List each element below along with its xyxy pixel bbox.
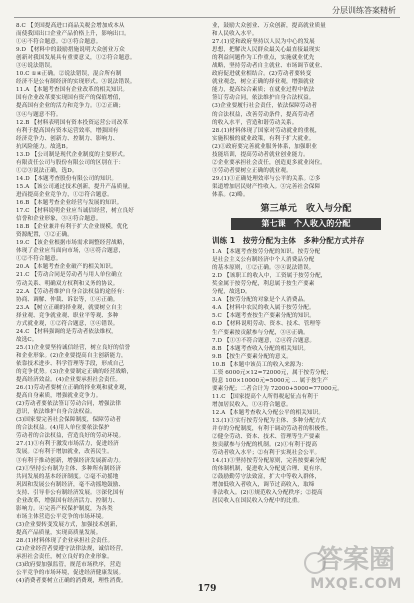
text-line: 20.A 【本题考查企业破产的相关知识。: [16, 264, 117, 271]
text-line: 而使我国出口企业产品价格上升，影响出口。: [16, 31, 130, 38]
text-line: 股息 100×10000元=5000元 … 属于按生产: [212, 377, 329, 384]
text-line: 9.D 【材料中的鼓励措施说明大众创业万众: [16, 47, 125, 54]
text-line: 劳动关系、明确双方权利和义务的协议。: [16, 280, 119, 287]
text-line: (3)国家要完善社会保障制度，保障劳动者: [16, 417, 122, 424]
text-line: 的利益问题作为工作重点，实施就业优先: [212, 55, 315, 62]
text-line: 14.D 【本题考查股份有限公司的知识。: [16, 175, 118, 182]
text-line: 择业观、竞争就业观、职业平等观、多种: [16, 312, 119, 319]
text-line: 劳动者收入水平；②有利于实现社会公平。: [212, 450, 321, 457]
text-line: 的合法权益。(4)用人单位要依法保护: [16, 425, 110, 432]
text-line: 要素分配；二者合计为 72000+5000=77000元。: [212, 385, 344, 392]
text-line: (2)劳动者要依法签订劳动合同，增强法律: [16, 401, 122, 408]
text-line: 28.(1)材料体现了企业承担社会责任。: [16, 538, 114, 544]
text-line: 11.C 【国家提高个人所得税起征点有利于: [212, 393, 319, 400]
watermark-answer-text: 答案圈: [316, 545, 395, 575]
text-line: 22.A 【劳动者维护自身合法权益的途径有：: [16, 288, 129, 295]
text-line: (4)消费者要树立正确的消费观，理性消费。: [16, 578, 127, 585]
text-line: 支持、引导非公有制经济发展。③深化国有: [16, 489, 125, 496]
text-line: 协商、调解、仲裁、诉讼等，①④正确。: [16, 296, 119, 303]
text-line: 信誉和企业形象，③④符合题意。: [16, 216, 102, 223]
text-line: (2)①坚持公有制为主体、多种所有制经济: [16, 465, 122, 472]
text-line: 提高经济效益。(4)企业要承担社会责任。: [16, 377, 122, 384]
text-line: 意识，依法维护自身合法权益。: [16, 409, 96, 416]
text-line: 工资 6000元×12=72000元，属于按劳分配；: [212, 369, 333, 376]
text-line: 24.C 【材料强调的是劳动者依法维权，: [16, 328, 117, 335]
text-line: 10.B 【本题中该员工的收入来源为：: [212, 361, 307, 368]
text-line: 创新对我国发展具有重要意义，①②符合题意。: [16, 55, 136, 62]
watermark: [300, 546, 412, 600]
text-line: 提高国有企业的活力和竞争力。①②正确；: [16, 103, 125, 110]
text-line: 18.B 【企业兼并有利于扩大企业规模，优化: [16, 224, 129, 231]
text-line: 经济不是公有制经济的实现形式。③说法错误。: [16, 79, 136, 86]
header-rule: [14, 17, 400, 18]
text-line: (2)企业经营者要遵守法律法规，诚信经营，: [16, 546, 127, 553]
text-line: 技能培训，提高劳动者就业创业能力。: [212, 151, 309, 158]
text-line: 1.A 【本题考查按劳分配的知识。按劳分配: [212, 249, 321, 256]
text-line: 3.A 【按劳分配的对象是个人消费品。: [212, 297, 309, 304]
watermark-site-text: MXQE.COM: [310, 576, 402, 592]
unit-title: 第三单元 收入与分配: [260, 204, 352, 215]
text-line: 承担社会责任，树立良好的企业形象。: [16, 554, 113, 561]
text-line: 思想，把解决人民群众最关心最直接最现实: [212, 47, 321, 54]
text-line: 故选C。: [16, 336, 38, 343]
text-line: 9.B 【按生产要素分配的意义。: [212, 353, 292, 360]
text-line: 13.D 【公司制是现代企业制度的主要形式。: [16, 151, 129, 158]
text-line: 6.D 【材料说明劳动、资本、技术、管理等: [212, 321, 321, 328]
text-line: 战略，坚持劳动者自主就业、市场调节就业、: [212, 63, 326, 70]
text-line: 的竞争优势。(3)企业要制定正确的经营战略，: [16, 369, 133, 376]
text-line: 奖金属于按劳分配，利息属于按生产要素: [212, 281, 315, 288]
text-line: 29.(1)①正确处理效率与公平的关系。②多: [212, 175, 321, 182]
text-line: 方式就业观，①②符合题意，③④错误。: [16, 320, 119, 327]
text-line: 14.(1)①坚持按劳分配原则，完善按要素分配: [212, 458, 327, 465]
text-line: 15.A 【该公司通过技术创新，提升产品质量，: [16, 183, 134, 190]
text-line: 市场主体营造公平竞争的市场环境。: [16, 513, 108, 520]
text-line: 2.D 【该职工的收入中，工资属于按劳分配，: [212, 273, 327, 280]
text-line: 是社会主义公有制经济中个人消费品分配: [212, 257, 315, 264]
text-line: 11.A 【本题考查国有企业改革的相关知识。: [16, 87, 129, 94]
text-line: 发展。②有利于增加就业，改善民生。: [16, 449, 113, 456]
text-line: 经济竞争力、创新力、控制力、影响力、: [16, 135, 119, 142]
text-line: 提高自身素质，增强就业竞争力。: [16, 393, 102, 400]
text-line: 有限责任公司与股份有限公司的区别在于：: [16, 159, 125, 166]
text-line: 和人民收入水平。: [212, 31, 258, 38]
text-line: 依靠技术进步、科学管理等手段，形成自己: [16, 360, 125, 367]
text-line: 按贡献参与分配的机制。(2)①有利于提高: [212, 442, 318, 449]
text-line: (3)企业要履行社会责任，依法保障劳动者: [212, 103, 318, 110]
text-line: 的合法权益，改善劳动条件，提高劳动者: [212, 111, 315, 118]
text-line: 提高产品质量，实现高质量发展。: [16, 529, 102, 536]
text-line: 影响力。④完善产权保护制度，为各类: [16, 505, 113, 512]
text-line: 分配，故选D。: [212, 289, 251, 296]
text-line: 非法收入。(2)①规范收入分配秩序；②提高: [212, 490, 323, 497]
text-line: 23.A 【树立正确的择业观，就要树立自主: [16, 304, 123, 311]
text-line: 17.C 【材料说明企业应当诚信经营，树立良好: [16, 208, 134, 215]
text-line: 和企业形象。(2)企业要提高自主创新能力，: [16, 352, 127, 359]
text-line: ①④不符合题意。②③符合题意。: [16, 39, 102, 46]
text-line: 25.(1)企业要坚持诚信经营，树立良好的信誉: [16, 344, 131, 351]
text-line: 27.(1)①有利于激发市场活力，促进经济: [16, 441, 119, 448]
text-line: ①②不符合题意。: [16, 256, 62, 263]
text-line: 8.B 【本题考查收入分配的相关知识。: [212, 345, 310, 352]
text-line: 的体制机制，促进收入分配更合理、更有序。: [212, 466, 326, 473]
text-line: 27.(1)党和政府坚持以人民为中心的发展: [212, 39, 315, 46]
text-line: 16.B 【本题考查企业经营与发展的知识。: [16, 200, 123, 207]
text-line: 5.C 【本题考查按生产要素分配的知识。: [212, 313, 315, 320]
text-line: 的基本原则，①②正确。③④说法错误。: [212, 265, 315, 272]
text-line: 体系。(2)略。: [212, 191, 249, 198]
lesson-title: 第七课 个人收入的分配: [231, 218, 381, 230]
text-line: ③④与题意不符。: [16, 111, 62, 118]
text-line: ③劳动者要树立正确的就业观。: [212, 167, 292, 174]
text-line: 28.(1)材料体现了国家对劳动就业的重视，: [212, 127, 321, 134]
text-line: 4.A 【材料中农民的收入属于按劳分配。: [212, 305, 315, 312]
text-line: 有利于提高国有资本运营效率，增强国有: [16, 127, 119, 134]
text-line: 的收入水平，营造和谐劳动关系。: [212, 119, 298, 126]
right-column-bottom-text: [212, 248, 400, 506]
right-column: [212, 22, 400, 573]
text-line: 并存的分配制度，有利于调动劳动者的积极性。: [212, 426, 332, 433]
text-line: 签订劳动合同，依法维护自身合法权益。: [212, 95, 315, 102]
text-line: 体现了企业应当面向市场，③④符合题意，: [16, 248, 125, 255]
text-line: 政府促进就业相结合。(2)劳动者要转变: [212, 71, 312, 78]
text-line: 19.C 【该企业根据市场需求调整经营战略，: [16, 240, 129, 247]
text-line: 生产要素按贡献参与分配，③④正确。: [212, 329, 309, 336]
text-line: 10.C ①④正确。②说法错误，混合所有制: [16, 71, 122, 78]
text-line: ③有利于推动创新，增强经济发展新动力。: [16, 457, 125, 464]
text-line: 居民收入在国民收入分配中的比重。: [212, 498, 304, 505]
text-line: 增加居民收入，①④符合题意。: [212, 401, 292, 408]
text-line: 巩固和发展公有制经济，毫不动摇地鼓励、: [16, 481, 125, 488]
text-line: 国有企业改革要实现国有资产的保值增值，: [16, 95, 125, 102]
text-line: (3)企业要转变发展方式，加强技术创新，: [16, 521, 122, 528]
text-line: 增加低收入者收入，调节过高收入，取缔: [212, 482, 315, 489]
text-line: 公平竞争的市场环境，促进经济健康发展。: [16, 570, 125, 577]
text-line: 渠道增加居民财产性收入。③完善社会保障: [212, 183, 321, 190]
text-line: 能力，提高综合素质；在就业过程中依法: [212, 87, 315, 94]
text-line: 实施积极的就业政策，有利于扩大就业。: [212, 135, 315, 142]
text-line: 共同发展的基本经济制度。②毫不动摇地: [16, 473, 119, 480]
left-column: [16, 22, 202, 585]
text-line: 就业观念，树立正确的择业观，增强就业: [212, 79, 315, 86]
text-line: ②鼓励勤劳守法致富，扩大中等收入群体，: [212, 474, 321, 481]
text-line: ②健全劳动、资本、技术、管理等生产要素: [212, 434, 321, 441]
text-line: (3)政府要加强监管，规范市场秩序，营造: [16, 562, 122, 569]
running-header: 分层训练答案精析: [332, 6, 396, 15]
text-line: ③④说法错误。: [16, 63, 56, 70]
text-line: (2)①政府要完善就业服务体系，加强职业: [212, 143, 318, 150]
text-line: 8.C 【美国提高进口商品关税会增加成本从: [16, 23, 125, 29]
text-line: 12.B 【材料表明国有资本投资运营公司改革: [16, 119, 129, 126]
text-line: 企业改革，增强国有经济活力、控制力、: [16, 497, 119, 504]
text-line: 13.(1)①实行按劳分配为主体、多种分配方式: [212, 418, 327, 425]
text-line: ①②③说法正确，选D。: [16, 167, 78, 174]
text-line: 进而提高企业竞争力，①②符合题意。: [16, 191, 113, 198]
text-line: 劳动者的合法权益，营造良好的劳动环境。: [16, 433, 125, 440]
text-line: 业，鼓励大众创业、万众创新，提高就业质量: [212, 23, 326, 29]
right-column-top-text: [212, 22, 400, 199]
text-line: 26.(1)劳动者要树立正确的择业观和就业观，: [16, 385, 131, 392]
page-number: 179: [197, 584, 217, 594]
training-title: 训练 1 按劳分配为主体 多种分配方式并存: [212, 236, 365, 246]
text-line: 7.D 【①③不符合题意，②④符合题意。: [212, 337, 316, 344]
text-line: 21.C 【劳动合同是劳动者与用人单位确立: [16, 272, 123, 279]
text-line: 抗风险能力。故选B。: [16, 143, 72, 150]
text-line: 12.A 【本题考查收入分配公平的相关知识。: [212, 409, 325, 416]
text-line: ②企业要承担社会责任，创造更多就业岗位。: [212, 159, 326, 166]
text-line: 资源配置，①②正确。: [16, 232, 73, 239]
